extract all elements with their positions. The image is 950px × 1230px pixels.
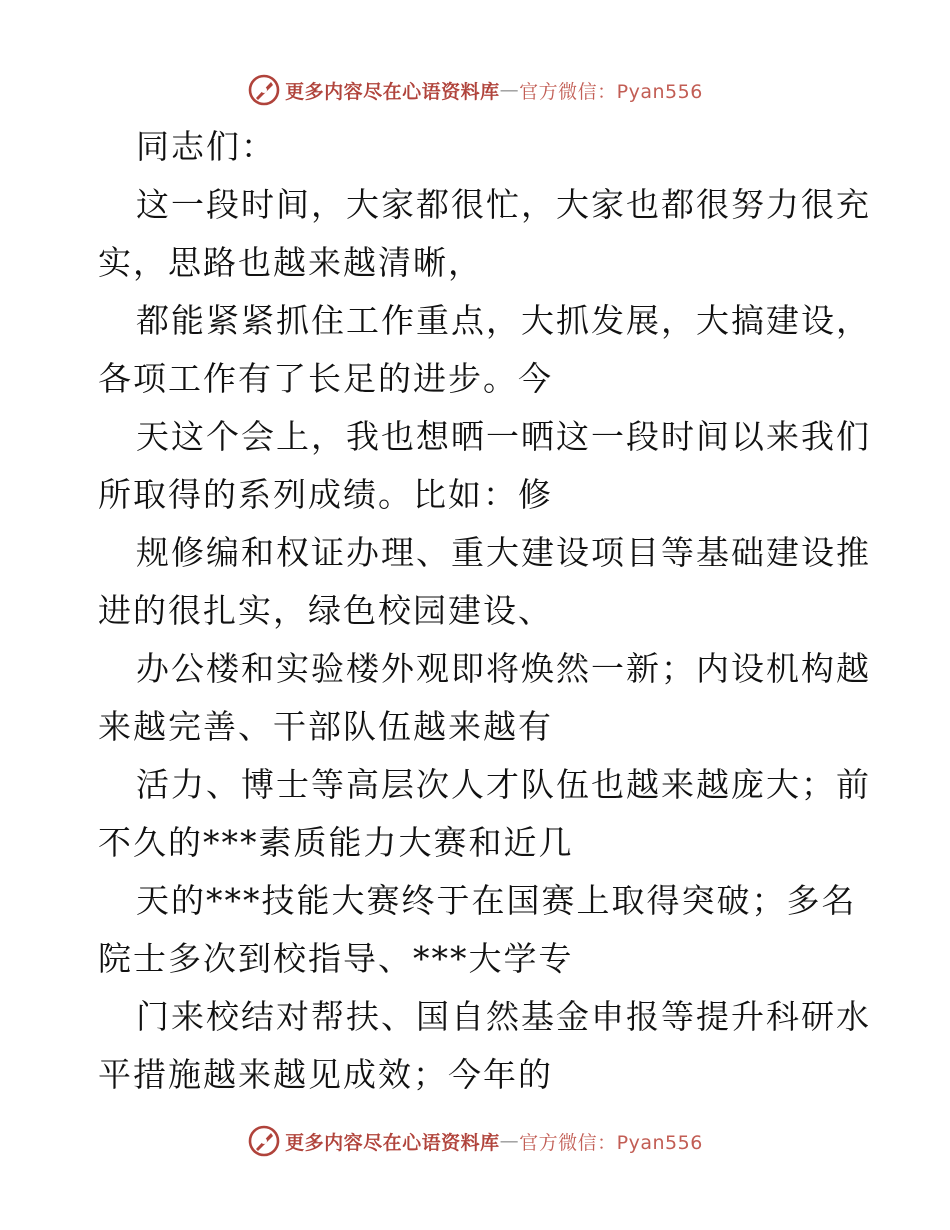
watermark-main-text: 更多内容尽在心语资料库 <box>285 1131 500 1154</box>
text-line: 院士多次到校指导、***大学专 <box>98 939 574 978</box>
text-line: 天这个会上，我也想晒一晒这一段时间以来我们 <box>136 417 871 456</box>
quill-logo-icon <box>247 73 281 107</box>
watermark-separator: — <box>499 79 520 101</box>
text-line: 天的***技能大赛终于在国赛上取得突破；多名 <box>136 881 857 920</box>
quill-logo-icon <box>247 1124 281 1158</box>
text-line: 不久的***素质能力大赛和近几 <box>98 823 574 862</box>
text-line: 来越完善、干部队伍越来越有 <box>98 707 553 746</box>
watermark-sub-text: 官方微信：Pyan556 <box>519 1131 703 1154</box>
text-line: 平措施越来越见成效；今年的 <box>98 1055 553 1094</box>
text-line: 门来校结对帮扶、国自然基金申报等提升科研水 <box>136 997 871 1036</box>
header-watermark <box>0 70 950 110</box>
text-line: 规修编和权证办理、重大建设项目等基础建设推 <box>136 533 871 572</box>
footer-watermark <box>0 1121 950 1161</box>
text-line: 活力、博士等高层次人才队伍也越来越庞大；前 <box>136 765 871 804</box>
text-line: 同志们： <box>136 127 276 166</box>
text-line: 这一段时间，大家都很忙，大家也都很努力很充 <box>136 185 871 224</box>
watermark-main-text: 更多内容尽在心语资料库 <box>285 80 500 103</box>
text-line: 办公楼和实验楼外观即将焕然一新；内设机构越 <box>136 649 871 688</box>
text-line: 所取得的系列成绩。比如：修 <box>98 475 553 514</box>
text-line: 进的很扎实，绿色校园建设、 <box>98 591 553 630</box>
watermark-separator: — <box>499 1130 520 1152</box>
text-line: 都能紧紧抓住工作重点，大抓发展，大搞建设， <box>136 301 871 340</box>
document-body <box>98 118 871 1104</box>
text-line: 各项工作有了长足的进步。今 <box>98 359 553 398</box>
text-line: 实，思路也越来越清晰， <box>98 243 483 282</box>
watermark-sub-text: 官方微信：Pyan556 <box>519 80 703 103</box>
